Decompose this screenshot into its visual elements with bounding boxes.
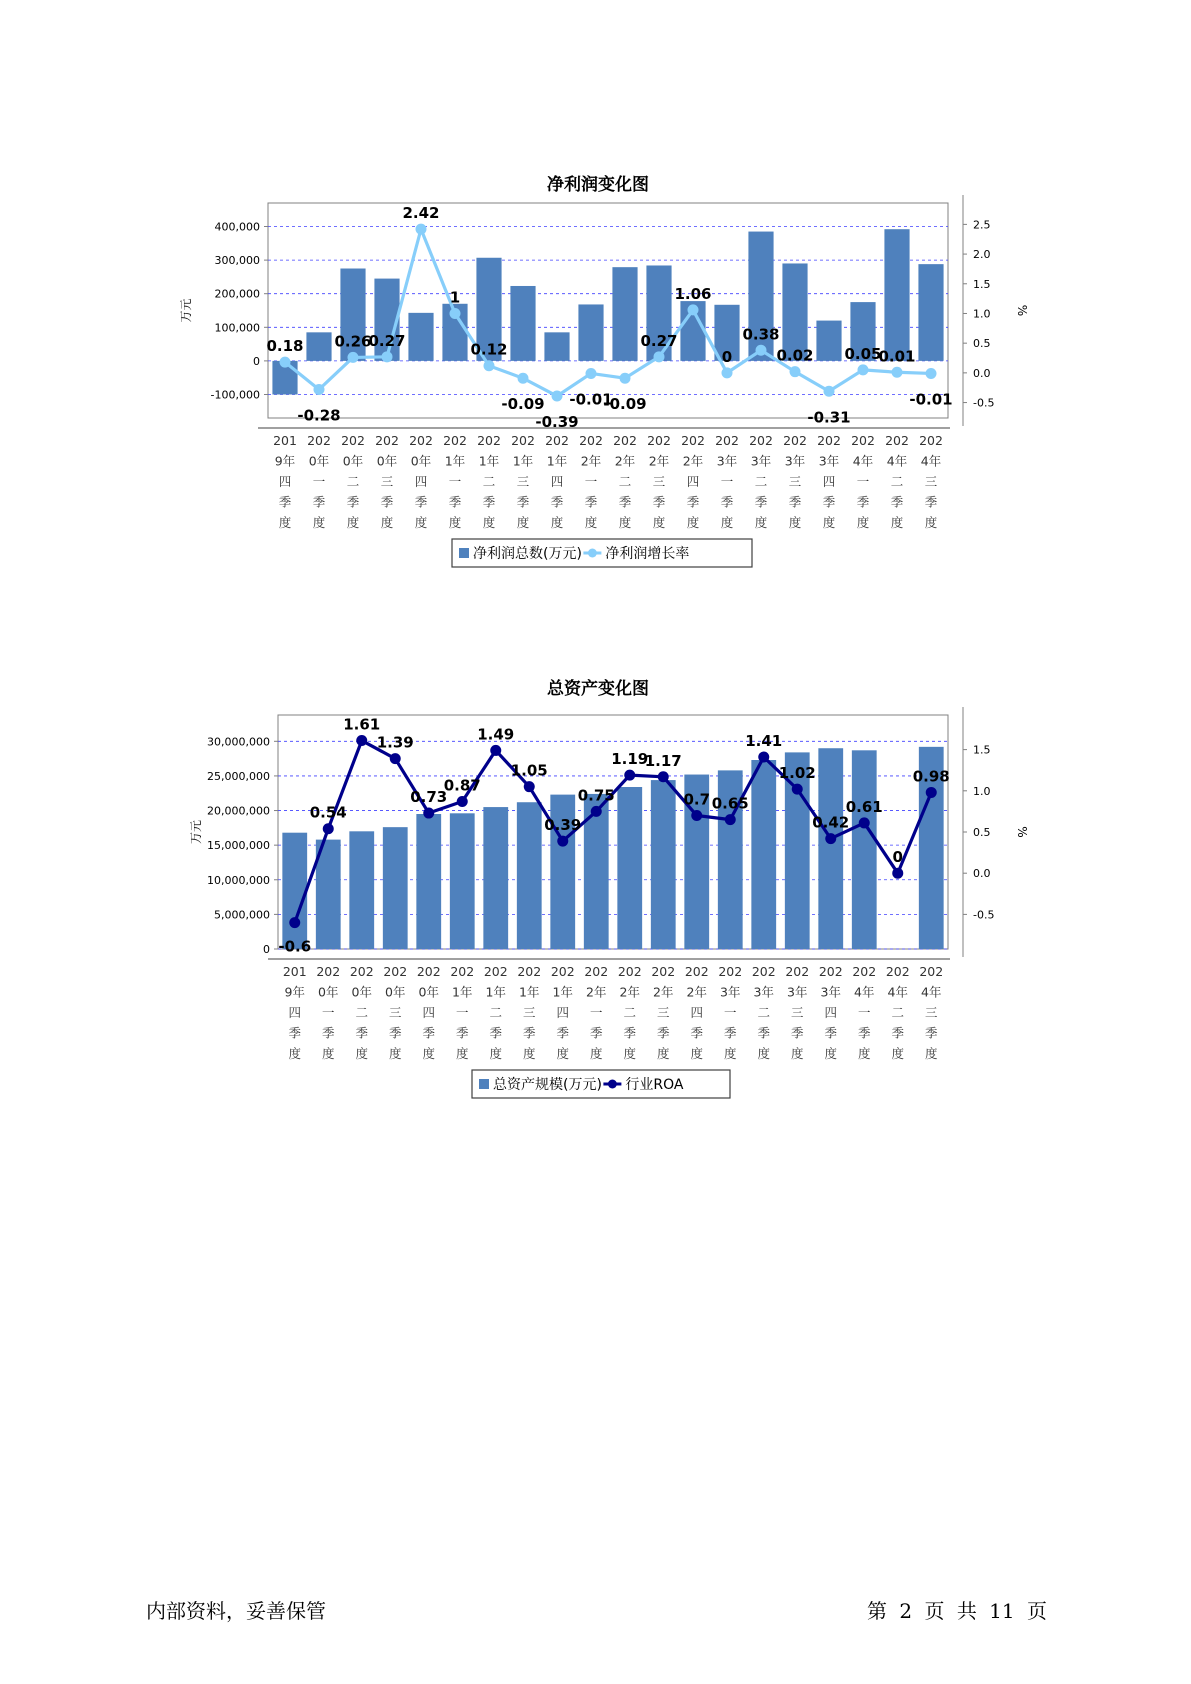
y-left-tick-label: 5,000,000 (214, 908, 270, 922)
line-point (423, 808, 434, 819)
bar (578, 304, 603, 360)
x-tick-label: 202 4年二季度 (885, 964, 910, 1061)
legend (472, 1070, 730, 1098)
line-point (926, 368, 937, 379)
legend-label-bar: 净利润总数(万元) (473, 546, 582, 562)
x-tick-label: 202 1年一季度 (450, 964, 475, 1061)
data-label: 1 (449, 288, 461, 307)
x-tick-label: 202 1年四季度 (545, 433, 569, 530)
bar (450, 813, 475, 949)
bar (918, 264, 943, 361)
line-point (490, 745, 501, 756)
x-tick-label: 202 0年三季度 (375, 433, 399, 530)
x-tick-label: 202 4年三季度 (919, 964, 944, 1061)
line-point (289, 917, 300, 928)
x-tick-label: 202 3年二季度 (749, 433, 773, 530)
data-label: 1.49 (477, 725, 515, 744)
line-point (390, 753, 401, 764)
data-label: 0.18 (266, 337, 304, 356)
data-label: 0.54 (309, 803, 347, 822)
data-label: -0.28 (297, 406, 341, 425)
x-tick-label: 202 2年二季度 (613, 433, 637, 530)
x-tick-label: 202 0年一季度 (316, 964, 341, 1061)
x-tick-label: 201 9年四季度 (282, 964, 307, 1061)
x-tick-label: 202 1年四季度 (550, 964, 575, 1061)
y-left-tick-label: 15,000,000 (207, 839, 270, 853)
y-right-tick-label: 2.0 (973, 248, 991, 262)
line-point (586, 368, 597, 379)
data-label: 0 (721, 347, 733, 366)
data-label: 0.87 (443, 776, 481, 795)
line-point (722, 367, 733, 378)
footer-confidential-note: 内部资料，妥善保管 (146, 1599, 326, 1623)
y-left-tick-label: 20,000,000 (207, 804, 270, 818)
line-point (859, 817, 870, 828)
line-point (654, 351, 665, 362)
bar (306, 332, 331, 361)
line-point (280, 357, 291, 368)
bar (383, 827, 408, 949)
data-label: 0.65 (711, 794, 749, 813)
chart-title: 总资产变化图 (547, 679, 649, 699)
line-point (792, 784, 803, 795)
bar (510, 286, 535, 361)
data-label: 0.73 (410, 788, 448, 807)
data-label: 0.26 (334, 332, 372, 351)
x-tick-label: 202 2年一季度 (584, 964, 609, 1061)
data-label: 0.05 (844, 344, 882, 363)
bar (852, 750, 877, 949)
line-point (790, 366, 801, 377)
x-tick-label: 202 0年二季度 (341, 433, 365, 530)
y-right-tick-label: 1.0 (973, 307, 991, 321)
y-right-tick-label: 1.0 (973, 784, 991, 798)
total-assets-chart-svg (0, 660, 1191, 1120)
data-label: 0.61 (845, 797, 883, 816)
y-right-tick-label: 1.5 (973, 277, 991, 291)
x-tick-label: 202 2年四季度 (684, 964, 709, 1061)
y-left-tick-label: 30,000,000 (207, 735, 270, 749)
x-tick-label: 202 4年一季度 (852, 964, 877, 1061)
x-tick-label: 202 3年一季度 (715, 433, 739, 530)
legend-swatch-point (608, 1080, 617, 1089)
y-right-tick-label: -0.5 (973, 908, 995, 922)
y-left-tick-label: 300,000 (214, 254, 260, 268)
y-left-tick-label: 100,000 (214, 321, 260, 335)
line-point (758, 752, 769, 763)
legend-swatch-point (588, 549, 597, 558)
line-point (348, 352, 359, 363)
y-right-tick-label: 0.5 (973, 826, 991, 839)
x-tick-label: 202 0年四季度 (409, 433, 433, 530)
data-label: 0.01 (878, 347, 916, 366)
legend-label-bar: 总资产规模(万元) (493, 1077, 602, 1093)
y-left-axis-label: 万元 (179, 298, 193, 323)
bar (816, 321, 841, 361)
x-tick-label: 202 3年三季度 (783, 433, 807, 530)
y-left-tick-label: 200,000 (214, 287, 260, 301)
line-point (824, 386, 835, 397)
bar (617, 787, 642, 949)
line-point (323, 823, 334, 834)
data-label: 0.02 (776, 346, 814, 365)
x-tick-label: 202 2年三季度 (647, 433, 671, 530)
x-tick-label: 202 1年三季度 (517, 964, 542, 1061)
line-point (858, 364, 869, 375)
data-label: -0.01 (569, 390, 613, 409)
data-label: 1.05 (510, 761, 548, 780)
x-tick-label: 202 0年四季度 (416, 964, 441, 1061)
line-point (314, 384, 325, 395)
line-point (926, 787, 937, 798)
data-label: 0.27 (640, 331, 678, 350)
bar (483, 807, 508, 949)
y-right-tick-label: 0.5 (973, 337, 991, 351)
x-tick-label: 202 1年二季度 (483, 964, 508, 1061)
line-point (691, 810, 702, 821)
line-point (688, 304, 699, 315)
x-tick-label: 202 0年二季度 (349, 964, 374, 1061)
x-tick-label: 201 9年四季度 (273, 433, 297, 530)
y-right-tick-label: 1.5 (973, 743, 991, 757)
line-point (450, 308, 461, 319)
x-tick-label: 202 4年二季度 (885, 433, 909, 530)
y-left-tick-label: 25,000,000 (207, 769, 270, 783)
line-point (658, 771, 669, 782)
data-label: 1.17 (644, 751, 682, 770)
bar (751, 760, 776, 949)
x-tick-label: 202 2年四季度 (681, 433, 705, 530)
bar (517, 802, 542, 949)
line-point (756, 345, 767, 356)
data-label: 1.61 (343, 715, 381, 734)
legend-label-line: 行业ROA (625, 1077, 684, 1093)
line-point (825, 833, 836, 844)
data-label: 0.27 (368, 331, 406, 350)
line-point (518, 373, 529, 384)
y-right-tick-label: 0.0 (973, 366, 991, 380)
y-left-axis-label: 万元 (189, 819, 203, 845)
line-point (620, 373, 631, 384)
line-point (725, 814, 736, 825)
line-point (552, 391, 563, 402)
data-label: 0.75 (577, 786, 615, 805)
y-left-tick-label: -100,000 (210, 388, 260, 402)
y-left-tick-label: 10,000,000 (207, 873, 270, 887)
data-label: -0.39 (535, 413, 579, 432)
data-label: 1.06 (674, 284, 712, 303)
bar (651, 780, 676, 949)
line-point (484, 360, 495, 371)
x-tick-label: 202 0年一季度 (307, 433, 331, 530)
data-label: 2.42 (402, 204, 440, 223)
x-tick-label: 202 2年二季度 (617, 964, 642, 1061)
bar (884, 229, 909, 361)
legend-swatch-bar (479, 1079, 489, 1089)
line-point (591, 806, 602, 817)
bar (416, 814, 441, 949)
line-point (892, 367, 903, 378)
y-left-tick-label: 0 (263, 943, 270, 956)
data-label: -0.31 (807, 408, 851, 427)
x-tick-label: 202 3年二季度 (751, 964, 776, 1061)
y-right-tick-label: -0.5 (973, 396, 995, 410)
y-right-tick-label: 0.0 (973, 867, 991, 881)
x-tick-label: 202 3年四季度 (818, 964, 843, 1061)
bar (544, 332, 569, 361)
data-label: 1.02 (778, 764, 816, 783)
bar (408, 313, 433, 361)
data-label: 1.39 (376, 733, 414, 752)
line-point (892, 868, 903, 879)
data-label: 1.19 (611, 750, 649, 769)
total-assets-chart (0, 660, 1191, 1120)
data-label: 0.12 (470, 340, 508, 359)
y-right-tick-label: 2.5 (973, 218, 991, 232)
x-tick-label: 202 4年三季度 (919, 433, 943, 530)
bar (818, 748, 843, 949)
x-tick-label: 202 3年三季度 (785, 964, 810, 1061)
line-point (457, 796, 468, 807)
data-label: -0.09 (501, 395, 545, 414)
data-label: -0.09 (603, 395, 647, 414)
line-point (557, 836, 568, 847)
bar (282, 833, 307, 949)
x-tick-label: 202 0年三季度 (383, 964, 408, 1061)
x-tick-label: 202 1年三季度 (511, 433, 535, 530)
net-profit-chart-svg (0, 165, 1191, 625)
legend-swatch-bar (459, 548, 469, 558)
x-tick-label: 202 3年四季度 (817, 433, 841, 530)
line-point (624, 770, 635, 781)
data-label: 0.39 (544, 816, 582, 835)
data-label: 0.7 (683, 790, 711, 809)
bar (349, 831, 374, 949)
footer-page-number: 第 2 页 共 11 页 (867, 1599, 1047, 1623)
x-tick-label: 202 4年一季度 (851, 433, 875, 530)
data-label: 0.98 (912, 767, 950, 786)
data-label: -0.6 (278, 937, 312, 956)
data-label: 1.41 (745, 732, 783, 751)
x-tick-label: 202 2年三季度 (651, 964, 676, 1061)
x-tick-label: 202 1年一季度 (443, 433, 467, 530)
data-label: 0.42 (812, 813, 850, 832)
x-tick-label: 202 3年一季度 (718, 964, 743, 1061)
legend-label-line: 净利润增长率 (605, 546, 690, 562)
line-point (382, 351, 393, 362)
plot-area (268, 203, 948, 418)
y-left-tick-label: 400,000 (214, 220, 260, 234)
data-label: 0 (892, 848, 903, 867)
line-point (416, 224, 427, 235)
y-right-axis-label: % (1015, 826, 1029, 838)
line-point (524, 781, 535, 792)
data-label: 0.38 (742, 325, 780, 344)
x-tick-label: 202 1年二季度 (477, 433, 501, 530)
line-point (356, 735, 367, 746)
y-left-tick-label: 0 (253, 354, 260, 368)
bar (612, 267, 637, 361)
x-tick-label: 202 2年一季度 (579, 433, 603, 530)
y-right-axis-label: % (1015, 304, 1029, 317)
data-label: -0.01 (909, 390, 953, 409)
net-profit-chart (0, 165, 1191, 625)
chart-title: 净利润变化图 (547, 175, 649, 195)
legend (452, 539, 752, 567)
